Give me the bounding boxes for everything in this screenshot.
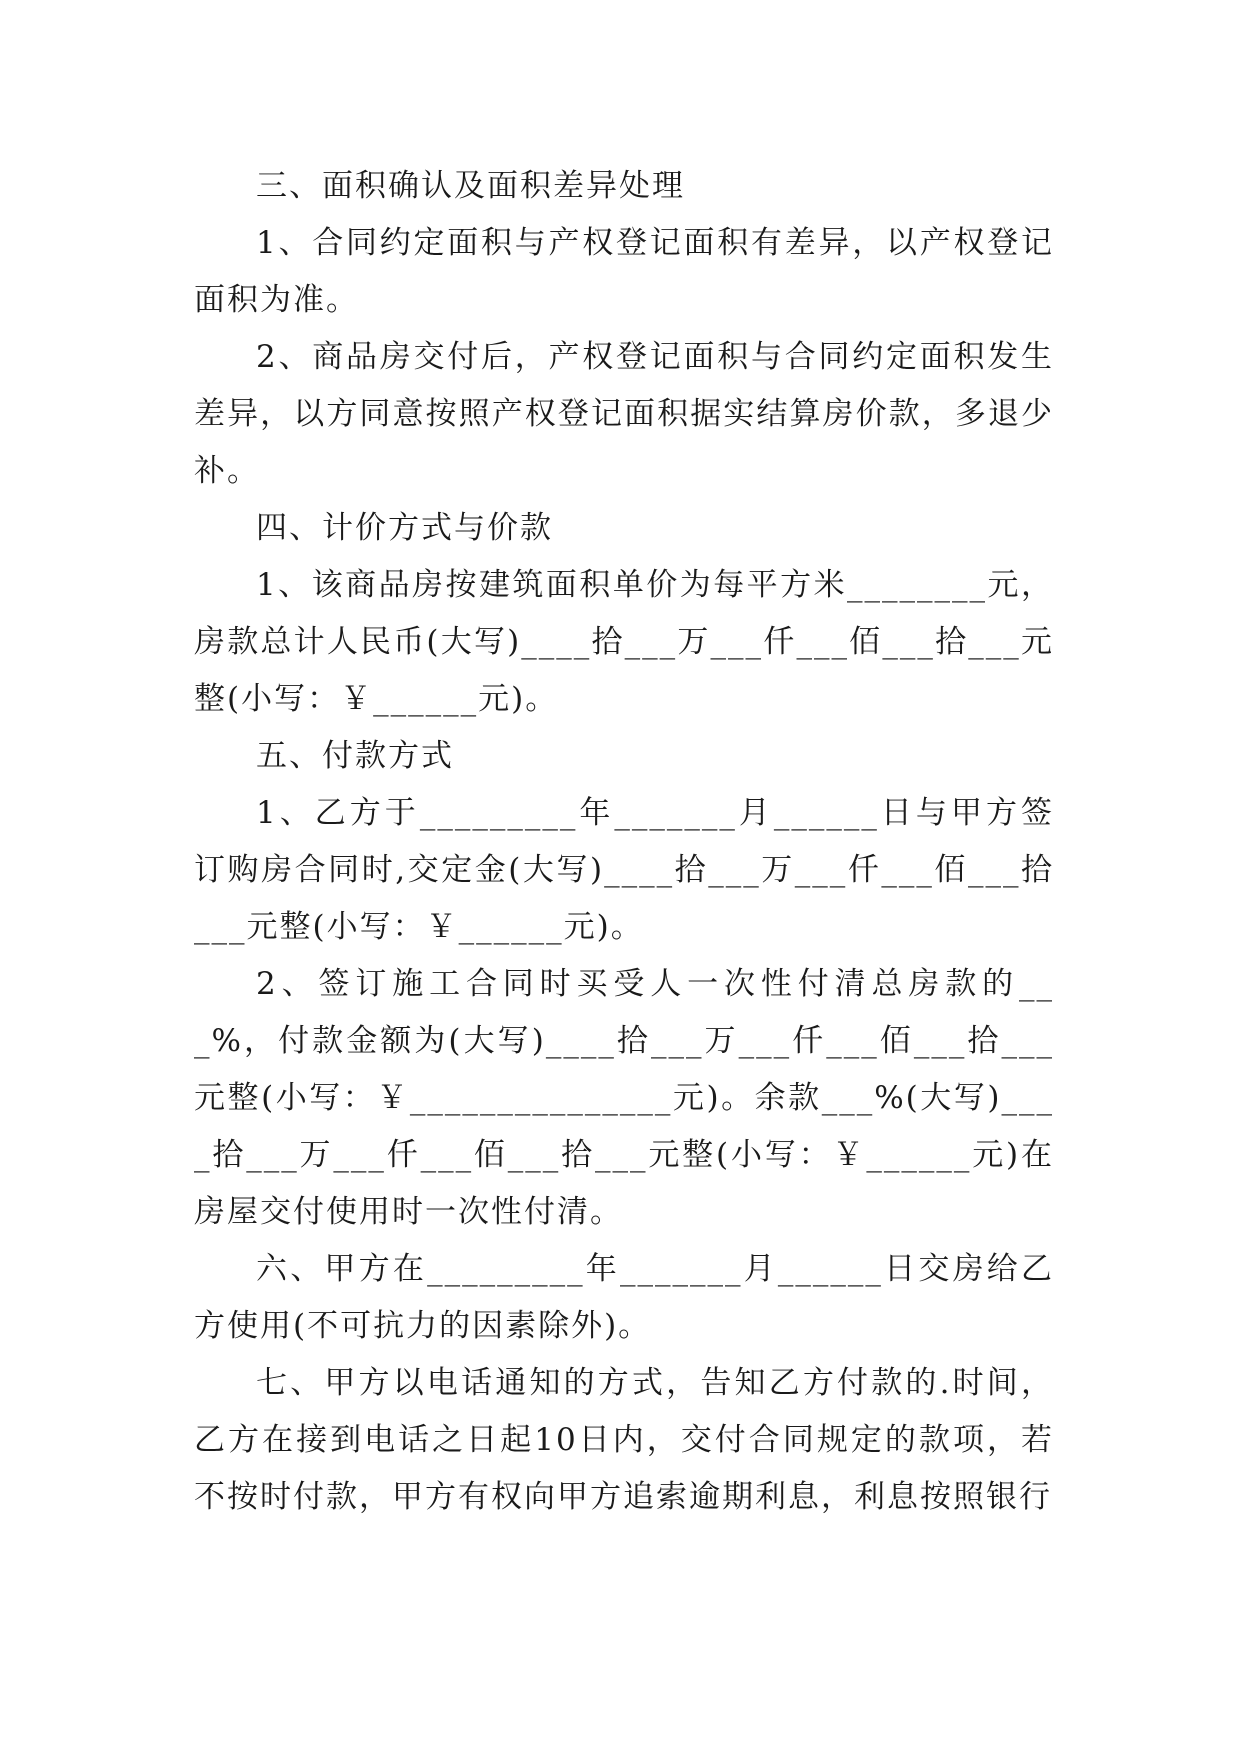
section-delivery: 六、甲方在_________年_______月______日交房给乙方使用(不可抗力的因素除外)。 <box>194 1251 1054 1344</box>
clause-area-1: 1、合同约定面积与产权登记面积有差异，以产权登记面积为准。 <box>194 225 1054 318</box>
clause-pricing-1: 1、该商品房按建筑面积单价为每平方米________元，房款总计人民币(大写)____拾___万___仟___佰___拾___元整(小写：￥______元)。 <box>194 567 1054 717</box>
section-heading-area: 三、面积确认及面积差异处理 <box>256 168 685 204</box>
clause-area-2: 2、商品房交付后，产权登记面积与合同约定面积发生差异，以方同意按照产权登记面积据实结算房价款，多退少补。 <box>194 339 1054 489</box>
section-heading-pricing: 四、计价方式与价款 <box>256 510 553 546</box>
section-notification: 七、甲方以电话通知的方式，告知乙方付款的.时间，乙方在接到电话之日起10日内，交付合同规定的款项，若不按时付款，甲方有权向甲方追索逾期利息，利息按照银行 <box>194 1365 1054 1515</box>
section-heading-payment: 五、付款方式 <box>256 738 454 774</box>
clause-payment-2: 2、签订施工合同时买受人一次性付清总房款的___%，付款金额为(大写)____拾___万___仟___佰___拾___元整(小写：￥_______________元)。余款___%(大写)____拾___万___仟___佰___拾___元整(小写：￥______元)在房屋交付使用时一次性付清。 <box>194 966 1054 1230</box>
clause-payment-1: 1、乙方于_________年_______月______日与甲方签订购房合同时,交定金(大写)____拾___万___仟___佰___拾___元整(小写：￥______元)。 <box>194 795 1054 945</box>
contract-body <box>194 158 1054 1526</box>
